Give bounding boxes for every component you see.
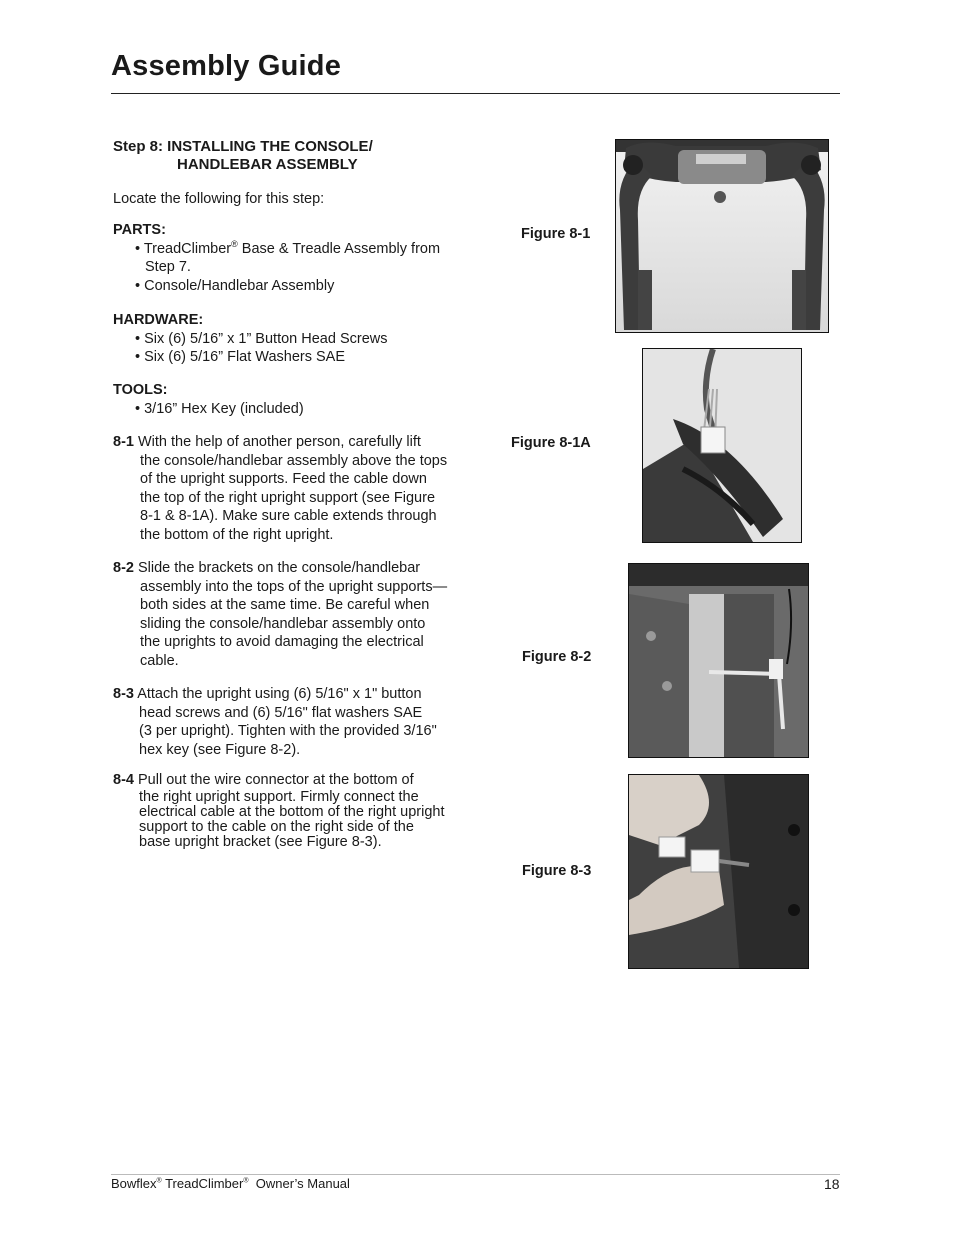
step-heading-line-2: HANDLEBAR ASSEMBLY — [177, 156, 358, 173]
instruction-8-3 — [113, 685, 437, 759]
figure-8-1a-photo — [642, 348, 802, 543]
instruction-line: electrical cable at the bottom of the right upright — [139, 803, 445, 820]
figure-label-8-2: Figure 8-2 — [522, 649, 592, 665]
figure-label-8-1a: Figure 8-1A — [511, 435, 591, 451]
parts-item-console: • Console/Handlebar Assembly — [135, 277, 335, 294]
figure-8-3-photo — [628, 774, 809, 969]
page-number: 18 — [824, 1176, 840, 1192]
hardware-label: HARDWARE: — [113, 312, 204, 328]
footer-manual: Owner’s Manual — [248, 1176, 350, 1191]
cable-upright-illustration — [643, 349, 801, 542]
instruction-text: Attach the upright using (6) 5/16" x 1" button — [133, 686, 422, 702]
registered-mark: ® — [231, 238, 238, 249]
parts-item-base-cont: Step 7. — [145, 259, 191, 276]
parts-section — [113, 221, 440, 295]
instruction-line: of the upright supports. Feed the cable down — [140, 471, 427, 488]
step-heading — [113, 138, 373, 174]
instruction-8-1 — [113, 433, 447, 545]
instruction-text: With the help of another person, carefully lift — [133, 434, 421, 450]
step-intro: Locate the following for this step: — [113, 191, 325, 207]
instruction-line — [113, 771, 444, 790]
footer-manual-title — [111, 1176, 350, 1191]
instruction-text: Pull out the wire connector at the bottom of — [133, 772, 414, 788]
registered-mark: ® — [243, 1177, 249, 1185]
console-handlebar-illustration — [616, 140, 828, 332]
tools-item-hex-key: • 3/16” Hex Key (included) — [135, 400, 304, 417]
instruction-line: 8-1 & 8-1A). Make sure cable extends through — [140, 508, 437, 525]
instruction-line: base upright bracket (see Figure 8-3). — [139, 834, 382, 851]
instruction-line: hex key (see Figure 8-2). — [139, 741, 301, 758]
instruction-line: the top of the right upright support (see Figure — [140, 489, 436, 506]
registered-mark: ® — [156, 1177, 162, 1185]
parts-item-base-text-b: Base & Treadle Assembly from — [237, 240, 441, 257]
footer-divider — [111, 1174, 840, 1175]
instruction-line — [113, 433, 447, 452]
instruction-line — [113, 559, 447, 578]
instruction-line: support to the cable on the right side of the — [139, 819, 414, 836]
instruction-line — [113, 685, 437, 704]
instruction-line: the console/handlebar assembly above the tops — [140, 452, 448, 469]
page-title: Assembly Guide — [111, 50, 342, 82]
instruction-8-2 — [113, 559, 447, 671]
hardware-item-washers: • Six (6) 5/16” Flat Washers SAE — [135, 349, 346, 366]
instruction-line: assembly into the tops of the upright supports— — [140, 578, 448, 595]
hardware-section — [113, 311, 387, 367]
figure-label-8-3: Figure 8-3 — [522, 863, 592, 879]
instruction-8-4 — [113, 771, 444, 851]
instruction-number: 8-3 — [113, 686, 134, 702]
tools-label: TOOLS: — [113, 382, 168, 398]
figure-label-8-1: Figure 8-1 — [521, 226, 591, 242]
title-divider — [111, 93, 840, 94]
footer-brand: Bowflex — [111, 1176, 157, 1191]
instruction-line: the uprights to avoid damaging the electrical — [140, 634, 424, 651]
instruction-number: 8-1 — [113, 434, 134, 450]
instruction-line: the bottom of the right upright. — [140, 526, 334, 543]
figure-8-2-photo — [628, 563, 809, 758]
instruction-line: both sides at the same time. Be careful when — [140, 597, 430, 614]
instruction-line: sliding the console/handlebar assembly onto — [140, 615, 426, 632]
instruction-line: the right upright support. Firmly connect the — [139, 788, 419, 805]
wire-connector-illustration — [629, 775, 808, 968]
footer-product: TreadClimber — [161, 1176, 244, 1191]
figure-8-1-photo — [615, 139, 829, 333]
instruction-number: 8-2 — [113, 560, 134, 576]
hardware-item-screws: • Six (6) 5/16” x 1” Button Head Screws — [135, 330, 388, 347]
tools-section — [113, 381, 304, 418]
parts-label: PARTS: — [113, 222, 166, 238]
hex-key-upright-illustration — [629, 564, 808, 757]
instruction-line: cable. — [140, 652, 179, 669]
parts-item-base — [113, 240, 440, 259]
instruction-line: head screws and (6) 5/16" flat washers SAE — [139, 704, 423, 721]
instruction-text: Slide the brackets on the console/handlebar — [133, 560, 421, 576]
instruction-line: (3 per upright). Tighten with the provided 3/16" — [139, 723, 437, 740]
instruction-number: 8-4 — [113, 772, 134, 788]
parts-item-base-text-a: • TreadClimber — [135, 240, 232, 257]
step-heading-line-1: Step 8: INSTALLING THE CONSOLE/ — [113, 138, 373, 155]
